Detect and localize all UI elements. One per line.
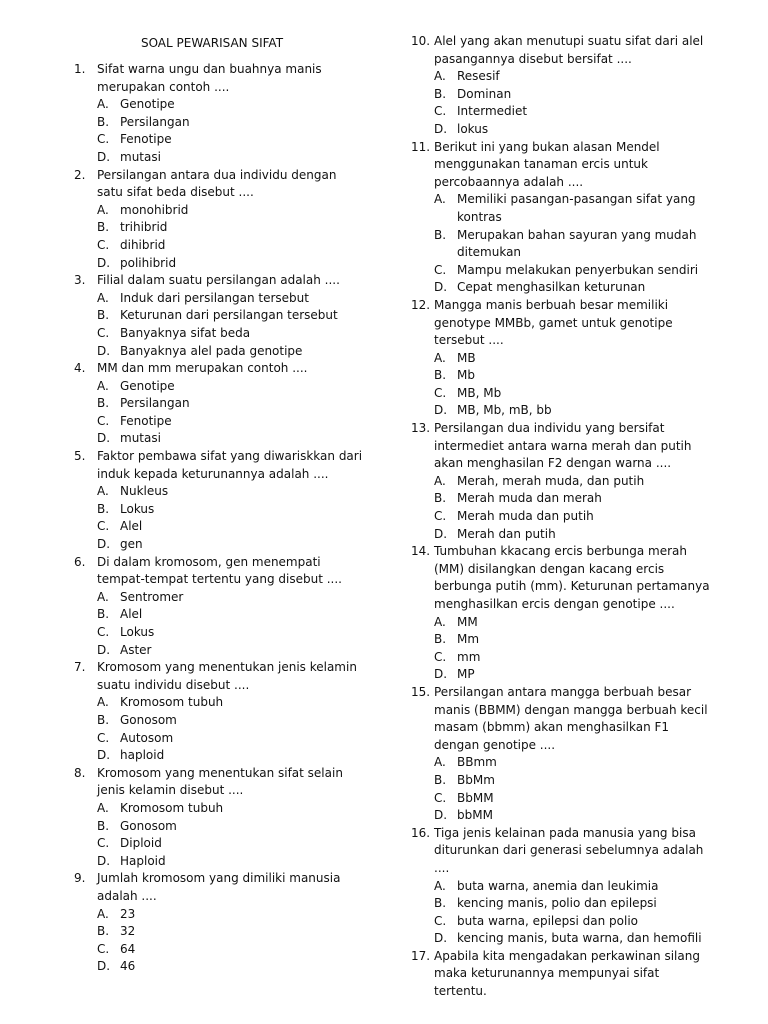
- option-text: Nukleus: [120, 484, 169, 499]
- question-text: Mangga manis berbuah besar memiliki genotype MMBb, gamet untuk genotipe tersebut ....: [434, 297, 673, 348]
- question-item: [74, 870, 364, 976]
- question-number: 1.: [74, 62, 86, 76]
- option-text: Genotipe: [120, 97, 175, 112]
- answer-option: [74, 237, 364, 255]
- answer-option: [74, 853, 364, 871]
- question-item: [411, 420, 713, 543]
- option-letter: B.: [97, 396, 110, 411]
- option-letter: B.: [97, 607, 110, 622]
- question-number: 15.: [411, 684, 431, 699]
- option-letter: C.: [97, 237, 110, 252]
- question-line: [411, 139, 713, 192]
- option-letter: D.: [434, 403, 448, 418]
- option-letter: C.: [97, 519, 110, 534]
- question-number: 7.: [74, 660, 86, 675]
- question-item: [411, 297, 713, 420]
- option-text: Gonosom: [120, 712, 177, 727]
- option-letter: D.: [97, 959, 111, 974]
- option-letter: D.: [434, 931, 448, 946]
- option-letter: D.: [434, 526, 448, 541]
- question-line: [74, 765, 364, 800]
- option-letter: A.: [434, 755, 446, 770]
- answer-option: [74, 501, 364, 519]
- option-text: Mb: [457, 368, 475, 383]
- answer-option: [411, 402, 713, 420]
- answer-option: [411, 473, 713, 491]
- question-line: [74, 448, 364, 483]
- question-item: [411, 825, 713, 948]
- question-text: Persilangan antara dua individu dengan satu sifat beda disebut ....: [97, 167, 337, 200]
- option-letter: C.: [97, 941, 110, 956]
- option-text: Merah muda dan putih: [457, 509, 594, 524]
- option-text: MB, Mb: [457, 385, 502, 400]
- question-text: Persilangan antara mangga berbuah besar manis (BBMM) dengan mangga berbuah kecil masam (bbmm) akan menghasilkan F1 dengan genotipe ....: [434, 684, 708, 752]
- option-text: Mampu melakukan penyerbukan sendiri: [457, 262, 699, 277]
- answer-option: [74, 307, 364, 325]
- answer-option: [74, 378, 364, 396]
- option-text: MP: [457, 667, 475, 682]
- answer-option: [74, 923, 364, 941]
- option-letter: C.: [97, 836, 110, 851]
- option-letter: C.: [434, 509, 447, 524]
- question-line: [74, 360, 364, 378]
- option-text: Autosom: [120, 730, 174, 745]
- option-letter: B.: [434, 632, 447, 647]
- question-item: [411, 948, 713, 1001]
- answer-option: [411, 103, 713, 121]
- question-number: 14.: [411, 544, 431, 559]
- answer-option: [74, 835, 364, 853]
- question-text: Jumlah kromosom yang dimiliki manusia adalah ....: [97, 871, 341, 903]
- option-letter: C.: [434, 913, 447, 928]
- option-text: Fenotipe: [120, 413, 172, 428]
- option-text: Kromosom tubuh: [120, 800, 224, 815]
- option-text: dihibrid: [120, 237, 166, 252]
- answer-option: [74, 413, 364, 431]
- option-letter: A.: [97, 97, 109, 112]
- option-letter: B.: [434, 896, 447, 911]
- option-text: Cepat menghasilkan keturunan: [457, 280, 646, 295]
- option-letter: A.: [434, 350, 446, 365]
- option-text: Fenotipe: [120, 132, 172, 147]
- option-letter: B.: [97, 712, 110, 727]
- option-text: mm: [457, 649, 481, 664]
- question-item: [411, 684, 713, 825]
- answer-option: [411, 385, 713, 403]
- option-text: Genotipe: [120, 378, 175, 393]
- option-text: MB: [457, 350, 476, 365]
- answer-option: [74, 219, 364, 237]
- option-text: kencing manis, polio dan epilepsi: [457, 896, 657, 911]
- question-text: Kromosom yang menentukan sifat selain jenis kelamin disebut ....: [97, 765, 343, 798]
- option-letter: A.: [97, 695, 109, 710]
- question-item: [74, 554, 364, 660]
- answer-option: [74, 606, 364, 624]
- answer-option: [74, 131, 364, 149]
- option-text: Memiliki pasangan-pasangan sifat yang kontras: [457, 192, 696, 224]
- question-number: 2.: [74, 167, 86, 182]
- question-line: [74, 272, 364, 290]
- question-number: 8.: [74, 765, 86, 780]
- question-number: 12.: [411, 297, 431, 312]
- option-letter: A.: [97, 906, 109, 921]
- question-text: Sifat warna ungu dan buahnya manis merupakan contoh ....: [97, 62, 322, 94]
- option-letter: B.: [434, 86, 447, 101]
- answer-option: [411, 121, 713, 139]
- question-item: [74, 765, 364, 871]
- answer-option: [74, 589, 364, 607]
- answer-option: [411, 631, 713, 649]
- question-line: [74, 659, 364, 694]
- option-text: Gonosom: [120, 818, 177, 833]
- answer-option: [74, 747, 364, 765]
- option-letter: D.: [97, 748, 111, 763]
- question-number: 17.: [411, 948, 431, 963]
- answer-option: [74, 395, 364, 413]
- answer-option: [411, 227, 713, 262]
- answer-option: [411, 367, 713, 385]
- option-text: 46: [120, 959, 136, 974]
- question-number: 13.: [411, 421, 431, 436]
- question-number: 6.: [74, 554, 86, 569]
- answer-option: [74, 114, 364, 132]
- option-text: 64: [120, 941, 136, 956]
- answer-option: [74, 536, 364, 554]
- answer-option: [411, 930, 713, 948]
- option-text: kencing manis, buta warna, dan hemofili: [457, 931, 702, 946]
- question-line: [74, 61, 364, 96]
- question-text: Tiga jenis kelainan pada manusia yang bisa diturunkan dari generasi sebelumnya adalah ....: [434, 825, 704, 875]
- question-item: [411, 139, 713, 297]
- question-text: Alel yang akan menutupi suatu sifat dari alel pasangannya disebut bersifat ....: [434, 34, 704, 66]
- question-item: [74, 61, 364, 167]
- option-letter: C.: [434, 649, 447, 664]
- answer-option: [411, 508, 713, 526]
- option-text: Alel: [120, 607, 143, 622]
- question-line: [74, 554, 364, 589]
- option-text: Lokus: [120, 501, 155, 516]
- question-line: [74, 870, 364, 905]
- option-letter: B.: [97, 308, 110, 323]
- question-text: Berikut ini yang bukan alasan Mendel menggunakan tanaman ercis untuk percobaannya adalah ....: [434, 139, 660, 189]
- option-text: Persilangan: [120, 114, 190, 129]
- answer-option: [74, 202, 364, 220]
- answer-option: [411, 490, 713, 508]
- option-letter: A.: [434, 69, 446, 84]
- answer-option: [74, 96, 364, 114]
- answer-option: [411, 350, 713, 368]
- option-letter: C.: [97, 730, 110, 745]
- answer-option: [74, 290, 364, 308]
- answer-option: [411, 68, 713, 86]
- option-text: monohibrid: [120, 202, 189, 217]
- question-line: [411, 948, 713, 1001]
- answer-option: [74, 430, 364, 448]
- option-text: Mm: [457, 632, 480, 647]
- option-text: MB, Mb, mB, bb: [457, 403, 552, 418]
- answer-option: [411, 666, 713, 684]
- option-text: 23: [120, 906, 136, 921]
- answer-option: [74, 149, 364, 167]
- answer-option: [74, 343, 364, 361]
- question-item: [74, 360, 364, 448]
- option-text: Induk dari persilangan tersebut: [120, 290, 309, 305]
- answer-option: [74, 518, 364, 536]
- option-letter: A.: [97, 589, 109, 604]
- left-question-column: [74, 61, 364, 976]
- option-letter: A.: [434, 473, 446, 488]
- question-item: [74, 659, 364, 765]
- option-text: Dominan: [457, 86, 512, 101]
- option-letter: C.: [97, 325, 110, 340]
- question-text: Di dalam kromosom, gen menempati tempat-tempat tertentu yang disebut ....: [97, 554, 342, 587]
- option-letter: A.: [434, 192, 446, 207]
- option-text: MM: [457, 614, 478, 629]
- question-line: [411, 420, 713, 473]
- option-letter: D.: [97, 343, 111, 358]
- answer-option: [74, 941, 364, 959]
- question-text: Apabila kita mengadakan perkawinan silang maka keturunannya mempunyai sifat tertentu.: [434, 948, 700, 999]
- question-number: 10.: [411, 34, 431, 48]
- question-number: 9.: [74, 871, 86, 886]
- option-text: mutasi: [120, 149, 161, 164]
- answer-option: [74, 712, 364, 730]
- option-text: Intermediet: [457, 104, 528, 119]
- question-item: [411, 33, 713, 139]
- option-letter: D.: [97, 537, 111, 552]
- option-text: lokus: [457, 121, 489, 136]
- answer-option: [411, 614, 713, 632]
- option-text: Diploid: [120, 836, 162, 851]
- option-text: Resesif: [457, 69, 500, 84]
- option-letter: C.: [97, 413, 110, 428]
- option-letter: B.: [434, 491, 447, 506]
- option-letter: B.: [97, 220, 110, 235]
- answer-option: [411, 790, 713, 808]
- option-text: Merah dan putih: [457, 526, 556, 541]
- answer-option: [411, 807, 713, 825]
- option-text: 32: [120, 924, 136, 939]
- answer-option: [411, 913, 713, 931]
- question-line: [74, 167, 364, 202]
- option-letter: A.: [97, 800, 109, 815]
- question-number: 5.: [74, 449, 86, 464]
- option-letter: C.: [97, 132, 110, 147]
- option-letter: B.: [97, 924, 110, 939]
- answer-option: [411, 262, 713, 280]
- question-item: [74, 167, 364, 273]
- answer-option: [411, 526, 713, 544]
- option-letter: A.: [97, 202, 109, 217]
- question-item: [411, 543, 713, 684]
- answer-option: [411, 878, 713, 896]
- answer-option: [74, 624, 364, 642]
- answer-option: [74, 958, 364, 976]
- option-text: BbMm: [457, 772, 495, 787]
- option-text: Alel: [120, 519, 143, 534]
- option-letter: C.: [434, 385, 447, 400]
- answer-option: [411, 279, 713, 297]
- answer-option: [74, 818, 364, 836]
- answer-option: [411, 754, 713, 772]
- option-letter: A.: [434, 878, 446, 893]
- question-item: [74, 448, 364, 554]
- option-letter: B.: [97, 114, 110, 129]
- option-letter: D.: [434, 808, 448, 823]
- question-number: 4.: [74, 361, 86, 376]
- page-title: SOAL PEWARISAN SIFAT: [140, 36, 284, 50]
- option-text: Merah muda dan merah: [457, 491, 602, 506]
- answer-option: [74, 800, 364, 818]
- question-text: Filial dalam suatu persilangan adalah ....: [97, 273, 340, 288]
- option-text: Banyaknya sifat beda: [120, 325, 251, 340]
- question-item: [74, 272, 364, 360]
- option-letter: B.: [434, 772, 447, 787]
- answer-option: [411, 772, 713, 790]
- question-text: MM dan mm merupakan contoh ....: [97, 361, 308, 376]
- option-text: Banyaknya alel pada genotipe: [120, 343, 303, 358]
- option-text: buta warna, epilepsi dan polio: [457, 913, 639, 928]
- answer-option: [411, 649, 713, 667]
- option-letter: A.: [97, 290, 109, 305]
- option-letter: A.: [97, 378, 109, 393]
- option-letter: D.: [434, 280, 448, 295]
- answer-option: [411, 86, 713, 104]
- question-line: [411, 33, 713, 68]
- option-letter: D.: [97, 853, 111, 868]
- answer-option: [74, 325, 364, 343]
- option-letter: C.: [434, 104, 447, 119]
- option-letter: D.: [97, 642, 111, 657]
- option-text: buta warna, anemia dan leukimia: [457, 878, 659, 893]
- answer-option: [74, 906, 364, 924]
- option-text: Haploid: [120, 853, 166, 868]
- option-text: Keturunan dari persilangan tersebut: [120, 308, 338, 323]
- answer-option: [74, 255, 364, 273]
- question-line: [411, 543, 713, 613]
- question-line: [411, 684, 713, 754]
- option-letter: C.: [434, 262, 447, 277]
- option-text: trihibrid: [120, 220, 168, 235]
- option-text: mutasi: [120, 431, 161, 446]
- question-number: 3.: [74, 273, 86, 288]
- option-text: polihibrid: [120, 255, 177, 270]
- option-text: Aster: [120, 642, 152, 657]
- option-letter: D.: [97, 149, 111, 164]
- question-text: Faktor pembawa sifat yang diwariskkan dari induk kepada keturunannya adalah ....: [97, 449, 363, 481]
- option-letter: C.: [434, 790, 447, 805]
- option-text: bbMM: [457, 808, 493, 823]
- option-text: BBmm: [457, 755, 497, 770]
- answer-option: [74, 642, 364, 660]
- option-letter: A.: [97, 484, 109, 499]
- option-text: haploid: [120, 748, 165, 763]
- option-letter: A.: [434, 614, 446, 629]
- answer-option: [411, 895, 713, 913]
- option-letter: B.: [434, 368, 447, 383]
- option-letter: D.: [97, 431, 111, 446]
- question-line: [411, 297, 713, 350]
- right-question-column: [411, 33, 713, 1001]
- question-text: Persilangan dua individu yang bersifat intermediet antara warna merah dan putih akan menghasilan F2 dengan warna ....: [434, 421, 692, 471]
- question-number: 11.: [411, 139, 431, 154]
- option-text: gen: [120, 537, 143, 552]
- answer-option: [411, 191, 713, 226]
- question-text: Tumbuhan kkacang ercis berbunga merah (MM) disilangkan dengan kacang ercis berbunga putih (mm). Keturunan pertamanya menghasilkan ercis dengan genotipe ....: [434, 544, 710, 611]
- question-number: 16.: [411, 825, 431, 840]
- option-letter: D.: [97, 255, 111, 270]
- option-letter: B.: [97, 501, 110, 516]
- option-text: BbMM: [457, 790, 494, 805]
- option-letter: D.: [434, 121, 448, 136]
- option-text: Kromosom tubuh: [120, 695, 224, 710]
- option-text: Merah, merah muda, dan putih: [457, 473, 645, 488]
- option-letter: B.: [97, 818, 110, 833]
- option-letter: B.: [434, 227, 447, 242]
- answer-option: [74, 694, 364, 712]
- option-text: Sentromer: [120, 589, 184, 604]
- question-line: [411, 825, 713, 878]
- answer-option: [74, 730, 364, 748]
- answer-option: [74, 483, 364, 501]
- option-letter: D.: [434, 667, 448, 682]
- question-text: Kromosom yang menentukan jenis kelamin suatu individu disebut ....: [97, 660, 357, 692]
- option-text: Persilangan: [120, 396, 190, 411]
- option-text: Merupakan bahan sayuran yang mudah ditemukan: [457, 227, 697, 260]
- option-text: Lokus: [120, 625, 155, 639]
- option-letter: C.: [97, 625, 110, 639]
